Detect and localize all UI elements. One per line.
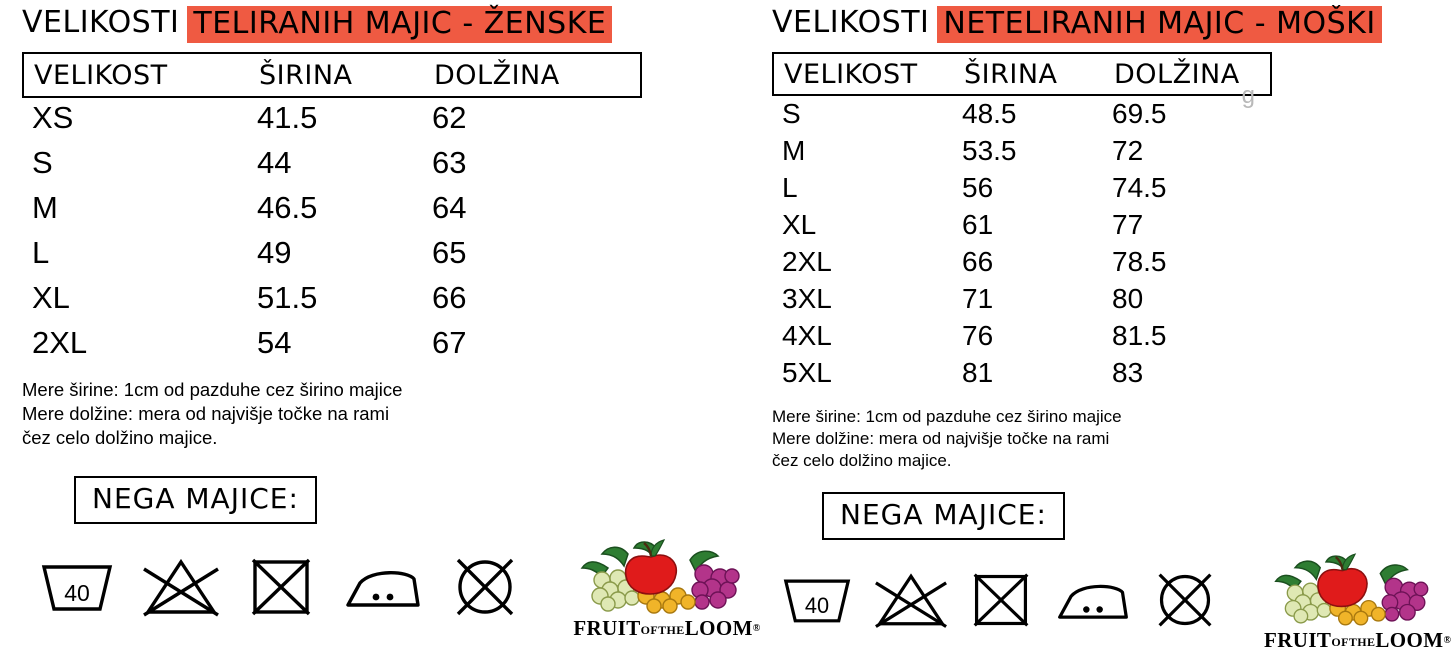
size-table-men — [772, 52, 1445, 394]
fruit-illustration-icon — [572, 538, 762, 614]
cell-length: 65 — [432, 235, 467, 270]
do-not-dry-clean-icon — [452, 555, 518, 624]
logo-registered: ® — [1443, 635, 1451, 647]
headline-highlight: NETELIRANIH MAJIC - MOŠKI — [937, 6, 1381, 43]
cell-size: XL — [32, 280, 70, 315]
table-row — [772, 320, 1445, 357]
cell-size: L — [782, 172, 798, 203]
cell-width: 71 — [962, 283, 994, 314]
note-line: Mere širine: 1cm od pazduhe cez širino majice — [772, 407, 1122, 426]
cell-width: 49 — [257, 235, 292, 270]
measurement-notes-women — [22, 378, 760, 450]
fruit-of-the-loom-logo — [1264, 552, 1451, 653]
cell-length: 81.5 — [1112, 320, 1167, 351]
cell-width: 81 — [962, 357, 994, 388]
logo-of: OF — [1331, 635, 1349, 650]
table-row — [22, 145, 760, 190]
table-row — [22, 235, 760, 280]
cell-length: 74.5 — [1112, 172, 1167, 203]
cell-length: 69.5 — [1112, 98, 1167, 129]
headline-women — [22, 6, 760, 43]
cell-length: 78.5 — [1112, 246, 1167, 277]
do-not-dry-clean-icon — [1154, 569, 1216, 636]
table-row — [772, 357, 1445, 394]
cell-size: XL — [782, 209, 817, 240]
table-row — [22, 100, 760, 145]
table-row — [772, 209, 1445, 246]
fruit-of-the-loom-logo — [572, 538, 762, 641]
care-symbols-women — [40, 538, 760, 641]
cell-size: L — [32, 235, 50, 270]
do-not-bleach-icon — [142, 557, 220, 622]
care-heading-wrap — [822, 492, 1445, 540]
wash-40-icon — [782, 573, 852, 632]
wash-40-icon — [40, 559, 114, 620]
table-row — [772, 246, 1445, 283]
note-line: Mere širine: 1cm od pazduhe cez širino majice — [22, 379, 403, 400]
cell-width: 54 — [257, 325, 292, 360]
cell-size: 3XL — [782, 283, 832, 314]
care-symbols-men — [782, 552, 1451, 653]
logo-of: OF — [640, 623, 659, 638]
do-not-bleach-icon — [874, 571, 948, 634]
cell-size: S — [782, 98, 801, 129]
do-not-tumble-dry-icon — [970, 570, 1032, 635]
cell-size: 2XL — [32, 325, 88, 360]
note-line: čez celo dolžino majice. — [772, 451, 952, 471]
headline-highlight: TELIRANIH MAJIC - ŽENSKE — [187, 6, 612, 43]
cell-size: 2XL — [782, 246, 832, 277]
logo-registered: ® — [752, 623, 761, 635]
column-header-width: ŠIRINA — [259, 59, 353, 91]
note-line: čez celo dolžino majice. — [22, 427, 218, 449]
column-header-size: VELIKOST — [784, 58, 918, 90]
cell-length: 67 — [432, 325, 467, 360]
note-line: Mere dolžine: mera od najvišje točke na rami — [22, 403, 390, 425]
table-row — [772, 283, 1445, 320]
cell-length: 72 — [1112, 135, 1144, 166]
table-row — [772, 98, 1445, 135]
iron-low-icon — [342, 561, 424, 618]
care-heading: NEGA MAJICE: — [822, 492, 1065, 540]
cell-length: 63 — [432, 145, 467, 180]
cell-length: 77 — [1112, 209, 1144, 240]
fruit-illustration-icon — [1266, 552, 1450, 626]
cell-width: 51.5 — [257, 280, 318, 315]
headline-men — [772, 6, 1445, 43]
cell-width: 44 — [257, 145, 292, 180]
column-header-length: DOLŽINA — [1114, 58, 1240, 90]
svg-text:40: 40 — [64, 580, 90, 607]
table-body — [772, 98, 1445, 394]
table-header-row — [772, 52, 1272, 96]
column-header-width: ŠIRINA — [964, 58, 1058, 90]
care-heading: NEGA MAJICE: — [74, 476, 317, 524]
cell-width: 48.5 — [962, 98, 1017, 129]
size-table-women — [22, 52, 760, 370]
cell-length: 66 — [432, 280, 467, 315]
cell-length: 64 — [432, 190, 467, 225]
column-header-size: VELIKOST — [34, 59, 168, 91]
table-row — [22, 280, 760, 325]
cell-length: 83 — [1112, 357, 1144, 388]
table-row — [772, 172, 1445, 209]
logo-the: THE — [658, 623, 685, 638]
note-line: Mere dolžine: mera od najvišje točke na rami — [772, 429, 1110, 449]
cell-width: 41.5 — [257, 100, 318, 135]
table-row — [22, 190, 760, 235]
svg-text:40: 40 — [804, 593, 830, 619]
background-artifact: g — [1241, 82, 1255, 109]
logo-the: THE — [1348, 635, 1376, 650]
cell-width: 66 — [962, 246, 994, 277]
logo-loom: LOOM — [1375, 628, 1444, 653]
cell-width: 53.5 — [962, 135, 1017, 166]
table-body — [22, 100, 760, 370]
care-heading-wrap — [74, 476, 760, 524]
measurement-notes-men — [772, 406, 1445, 472]
logo-wordmark — [573, 616, 760, 641]
table-header-row — [22, 52, 642, 98]
table-row — [22, 325, 760, 370]
logo-fruit: FRUIT — [1264, 628, 1332, 653]
cell-width: 61 — [962, 209, 994, 240]
iron-low-icon — [1054, 575, 1132, 630]
logo-wordmark — [1264, 628, 1451, 653]
panel-men — [760, 0, 1451, 653]
cell-width: 46.5 — [257, 190, 318, 225]
cell-width: 56 — [962, 172, 994, 203]
cell-size: 5XL — [782, 357, 832, 388]
cell-size: M — [32, 190, 58, 225]
cell-size: XS — [32, 100, 74, 135]
headline-prefix: VELIKOSTI — [772, 5, 930, 40]
cell-width: 76 — [962, 320, 994, 351]
cell-length: 62 — [432, 100, 467, 135]
headline-prefix: VELIKOSTI — [22, 5, 180, 40]
column-header-length: DOLŽINA — [434, 59, 560, 91]
cell-size: M — [782, 135, 806, 166]
cell-size: S — [32, 145, 53, 180]
logo-loom: LOOM — [684, 616, 753, 641]
cell-length: 80 — [1112, 283, 1144, 314]
do-not-tumble-dry-icon — [248, 556, 314, 623]
table-row — [772, 135, 1445, 172]
logo-fruit: FRUIT — [573, 616, 641, 641]
cell-size: 4XL — [782, 320, 832, 351]
